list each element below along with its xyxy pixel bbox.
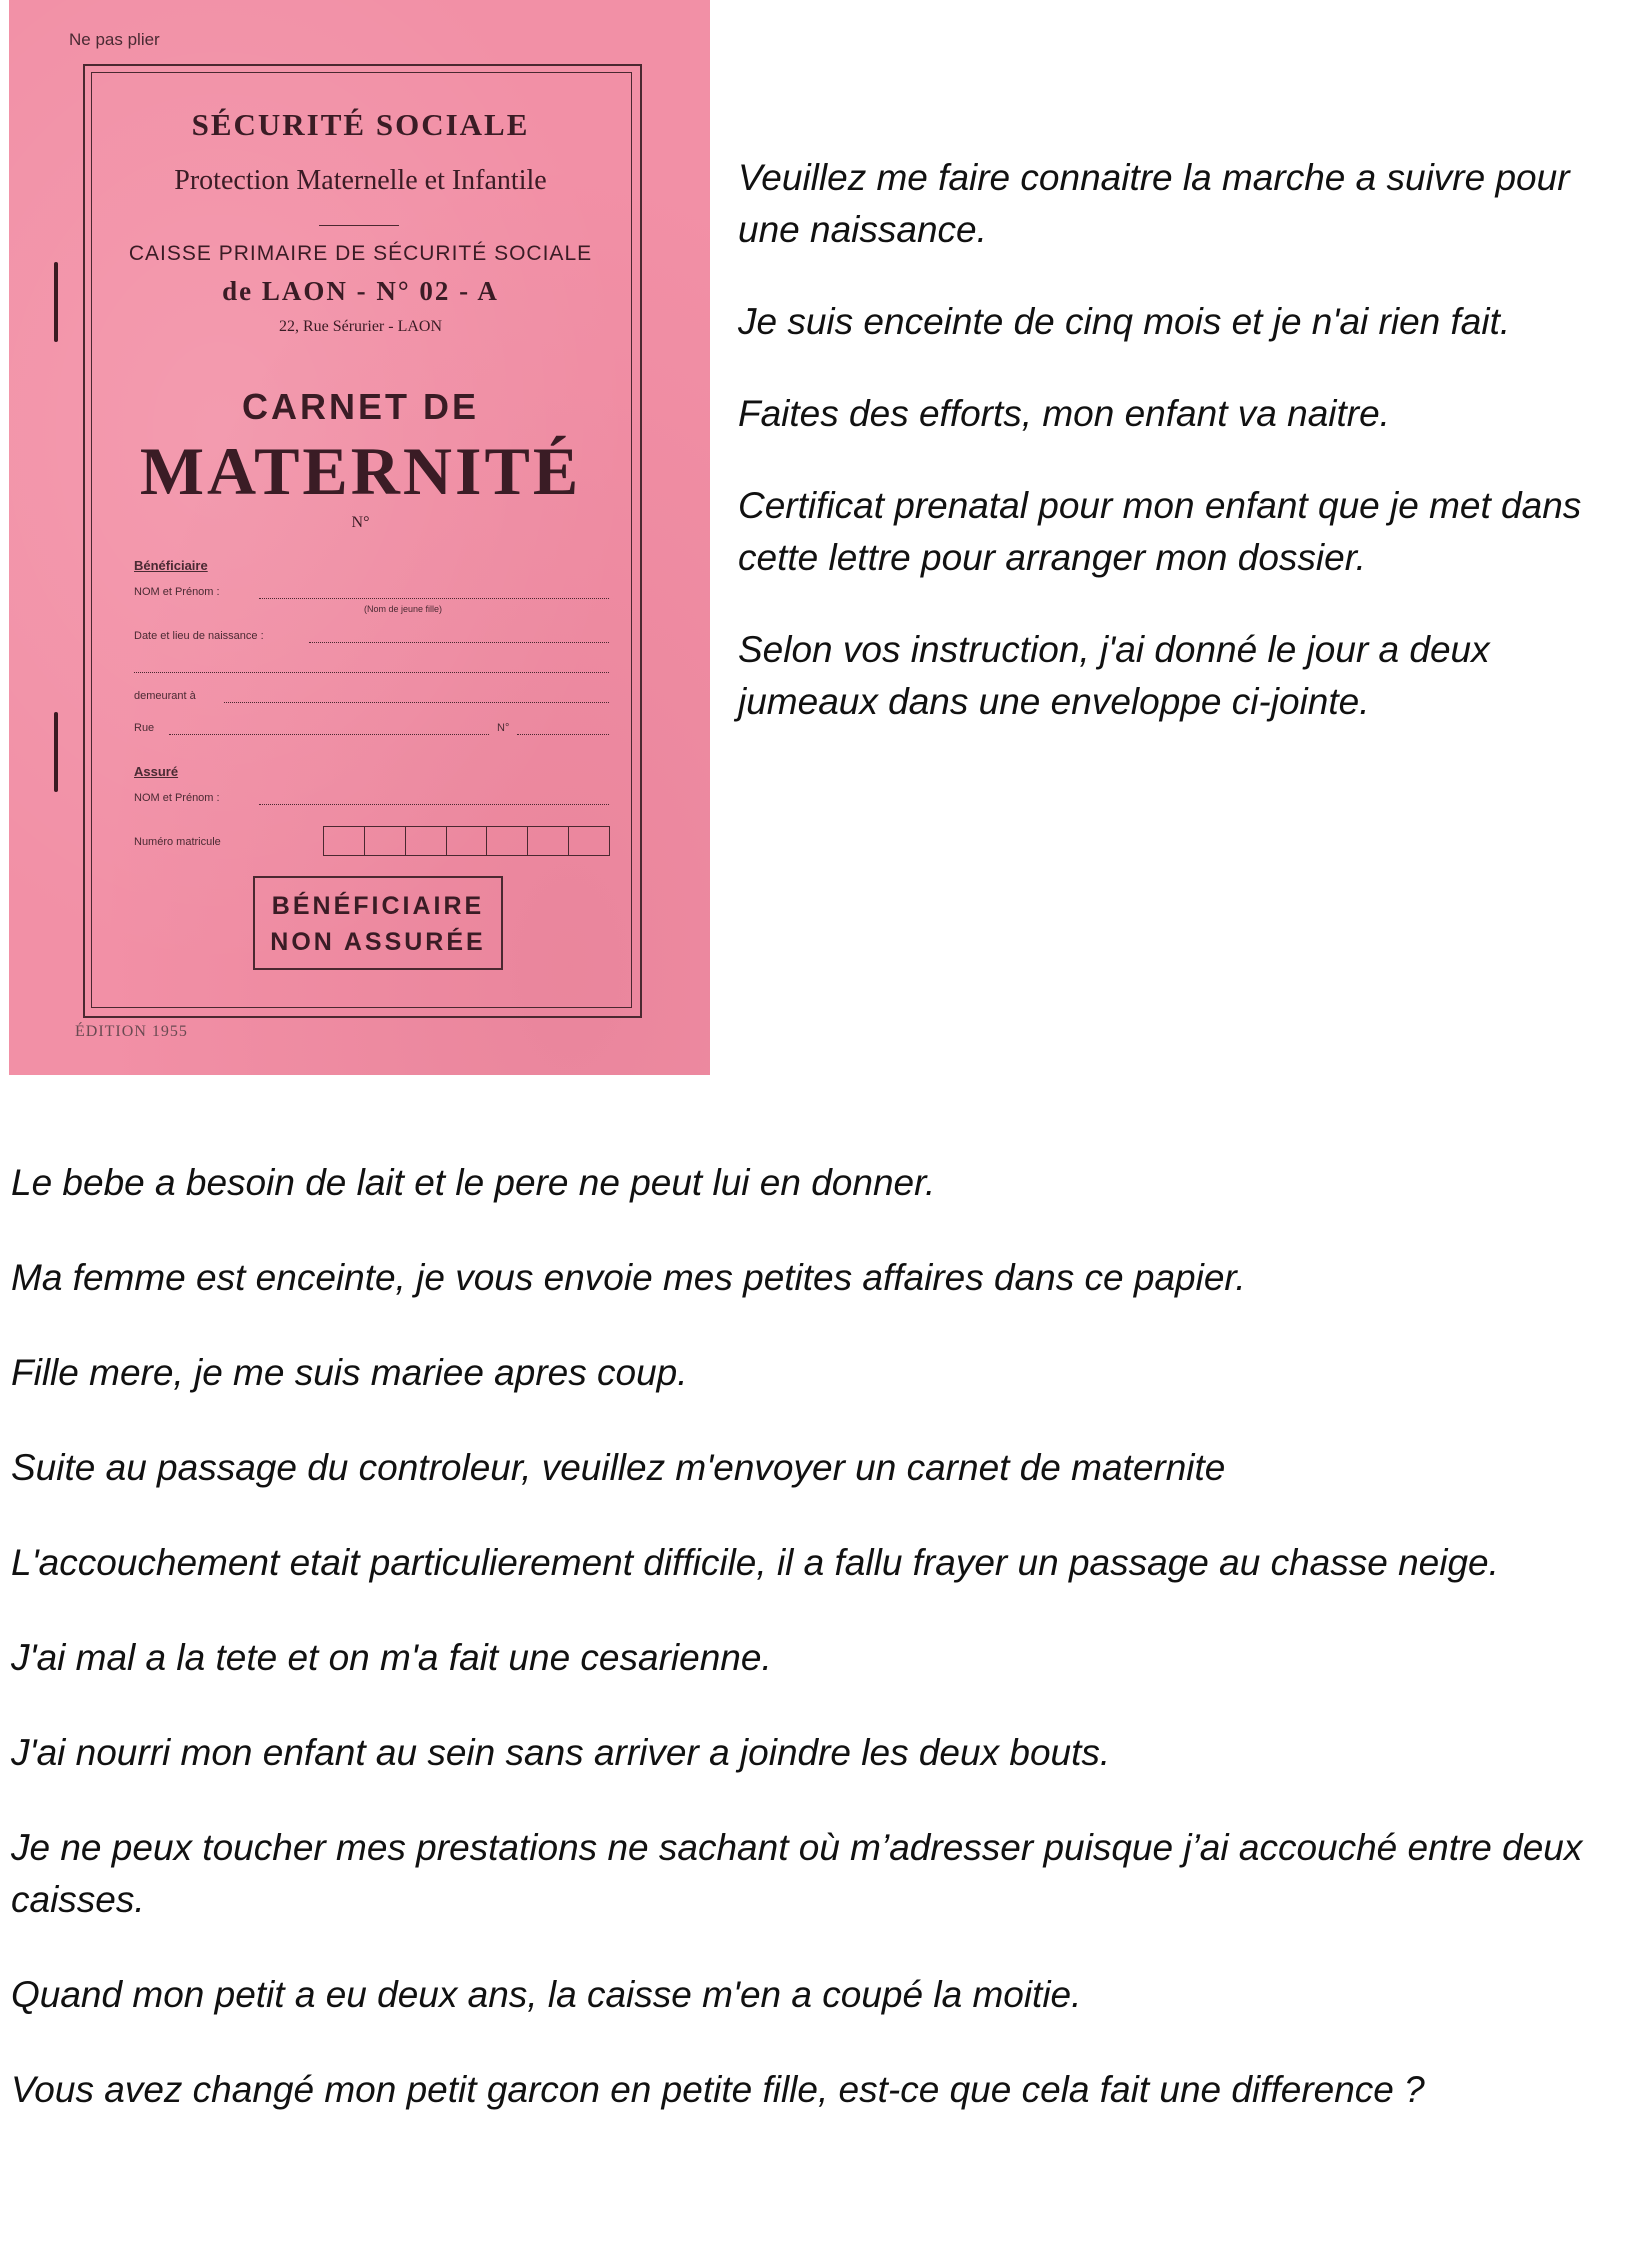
field-street-label: Rue	[134, 722, 155, 734]
insured-heading: Assuré	[134, 764, 179, 779]
stamp-line1: BÉNÉFICIAIRE	[271, 892, 485, 920]
beneficiary-stamp	[253, 876, 503, 970]
quote: Quand mon petit a eu deux ans, la caisse m'en a coupé la moitie.	[11, 1974, 1082, 2015]
beneficiary-heading: Bénéficiaire	[134, 558, 208, 573]
field-insured-name-label: NOM et Prénom :	[134, 792, 220, 804]
cover-frame-inner	[91, 72, 632, 1008]
side-quotes	[738, 152, 1618, 768]
field-street-no-line	[517, 734, 609, 735]
field-birth-line	[309, 642, 609, 643]
quote: Je suis enceinte de cinq mois et je n'ai rien fait.	[738, 301, 1511, 342]
quote: L'accouchement etait particulierement difficile, il a fallu frayer un passage au chasse neige.	[11, 1542, 1499, 1583]
cover-location: de LAON - N° 02 - A	[222, 276, 499, 306]
cover-title-line1: CARNET DE	[241, 386, 479, 427]
field-street-line	[169, 734, 489, 735]
field-birth-line-2	[134, 672, 609, 673]
cover-caisse: CAISSE PRIMAIRE DE SÉCURITÉ SOCIALE	[128, 242, 593, 265]
quote: J'ai nourri mon enfant au sein sans arriver a joindre les deux bouts.	[11, 1732, 1111, 1773]
field-name-line	[259, 598, 609, 599]
field-name-label: NOM et Prénom :	[134, 586, 220, 598]
field-birth-label: Date et lieu de naissance :	[134, 630, 264, 642]
cover-title-line2: MATERNITÉ	[139, 433, 582, 509]
quote: Veuillez me faire connaitre la marche a suivre pour une naissance.	[738, 157, 1570, 250]
cover-header: SÉCURITÉ SOCIALE	[191, 107, 530, 142]
field-matricule-label: Numéro matricule	[134, 836, 221, 848]
main-quotes	[11, 1157, 1621, 2159]
staple-top	[54, 262, 58, 342]
edition-label: ÉDITION 1955	[75, 1023, 188, 1040]
quote: Vous avez changé mon petit garcon en petite fille, est-ce que cela fait une difference ?	[11, 2069, 1425, 2110]
cover-divider	[319, 225, 399, 226]
quote: Selon vos instruction, j'ai donné le jour a deux jumeaux dans une enveloppe ci-jointe.	[738, 629, 1490, 722]
matricule-boxes	[323, 826, 610, 856]
stamp-line2: NON ASSURÉE	[270, 928, 486, 956]
quote: Certificat prenatal pour mon enfant que je met dans cette lettre pour arranger mon dossier.	[738, 485, 1582, 578]
quote: Fille mere, je me suis mariee apres coup.	[11, 1352, 688, 1393]
quote: Ma femme est enceinte, je vous envoie mes petites affaires dans ce papier.	[11, 1257, 1246, 1298]
cover-subheader: Protection Maternelle et Infantile	[174, 165, 547, 196]
cover-number-label: N°	[351, 514, 370, 531]
quote: J'ai mal a la tete et on m'a fait une cesarienne.	[11, 1637, 772, 1678]
maternity-booklet-cover	[9, 0, 710, 1075]
field-street-no-label: N°	[497, 722, 510, 734]
quote: Suite au passage du controleur, veuillez m'envoyer un carnet de maternite	[11, 1447, 1226, 1488]
staple-bottom	[54, 712, 58, 792]
field-insured-name-line	[259, 804, 609, 805]
cover-address: 22, Rue Sérurier - LAON	[278, 318, 443, 335]
quote: Faites des efforts, mon enfant va naitre.	[738, 393, 1390, 434]
quote: Je ne peux toucher mes prestations ne sachant où m’adresser puisque j’ai accouché entre deux caisses.	[11, 1827, 1583, 1920]
do-not-fold-note: Ne pas plier	[69, 30, 160, 49]
field-residence-label: demeurant à	[134, 690, 196, 702]
field-maiden-label: (Nom de jeune fille)	[364, 604, 443, 614]
quote: Le bebe a besoin de lait et le pere ne peut lui en donner.	[11, 1162, 936, 1203]
field-residence-line	[224, 702, 609, 703]
